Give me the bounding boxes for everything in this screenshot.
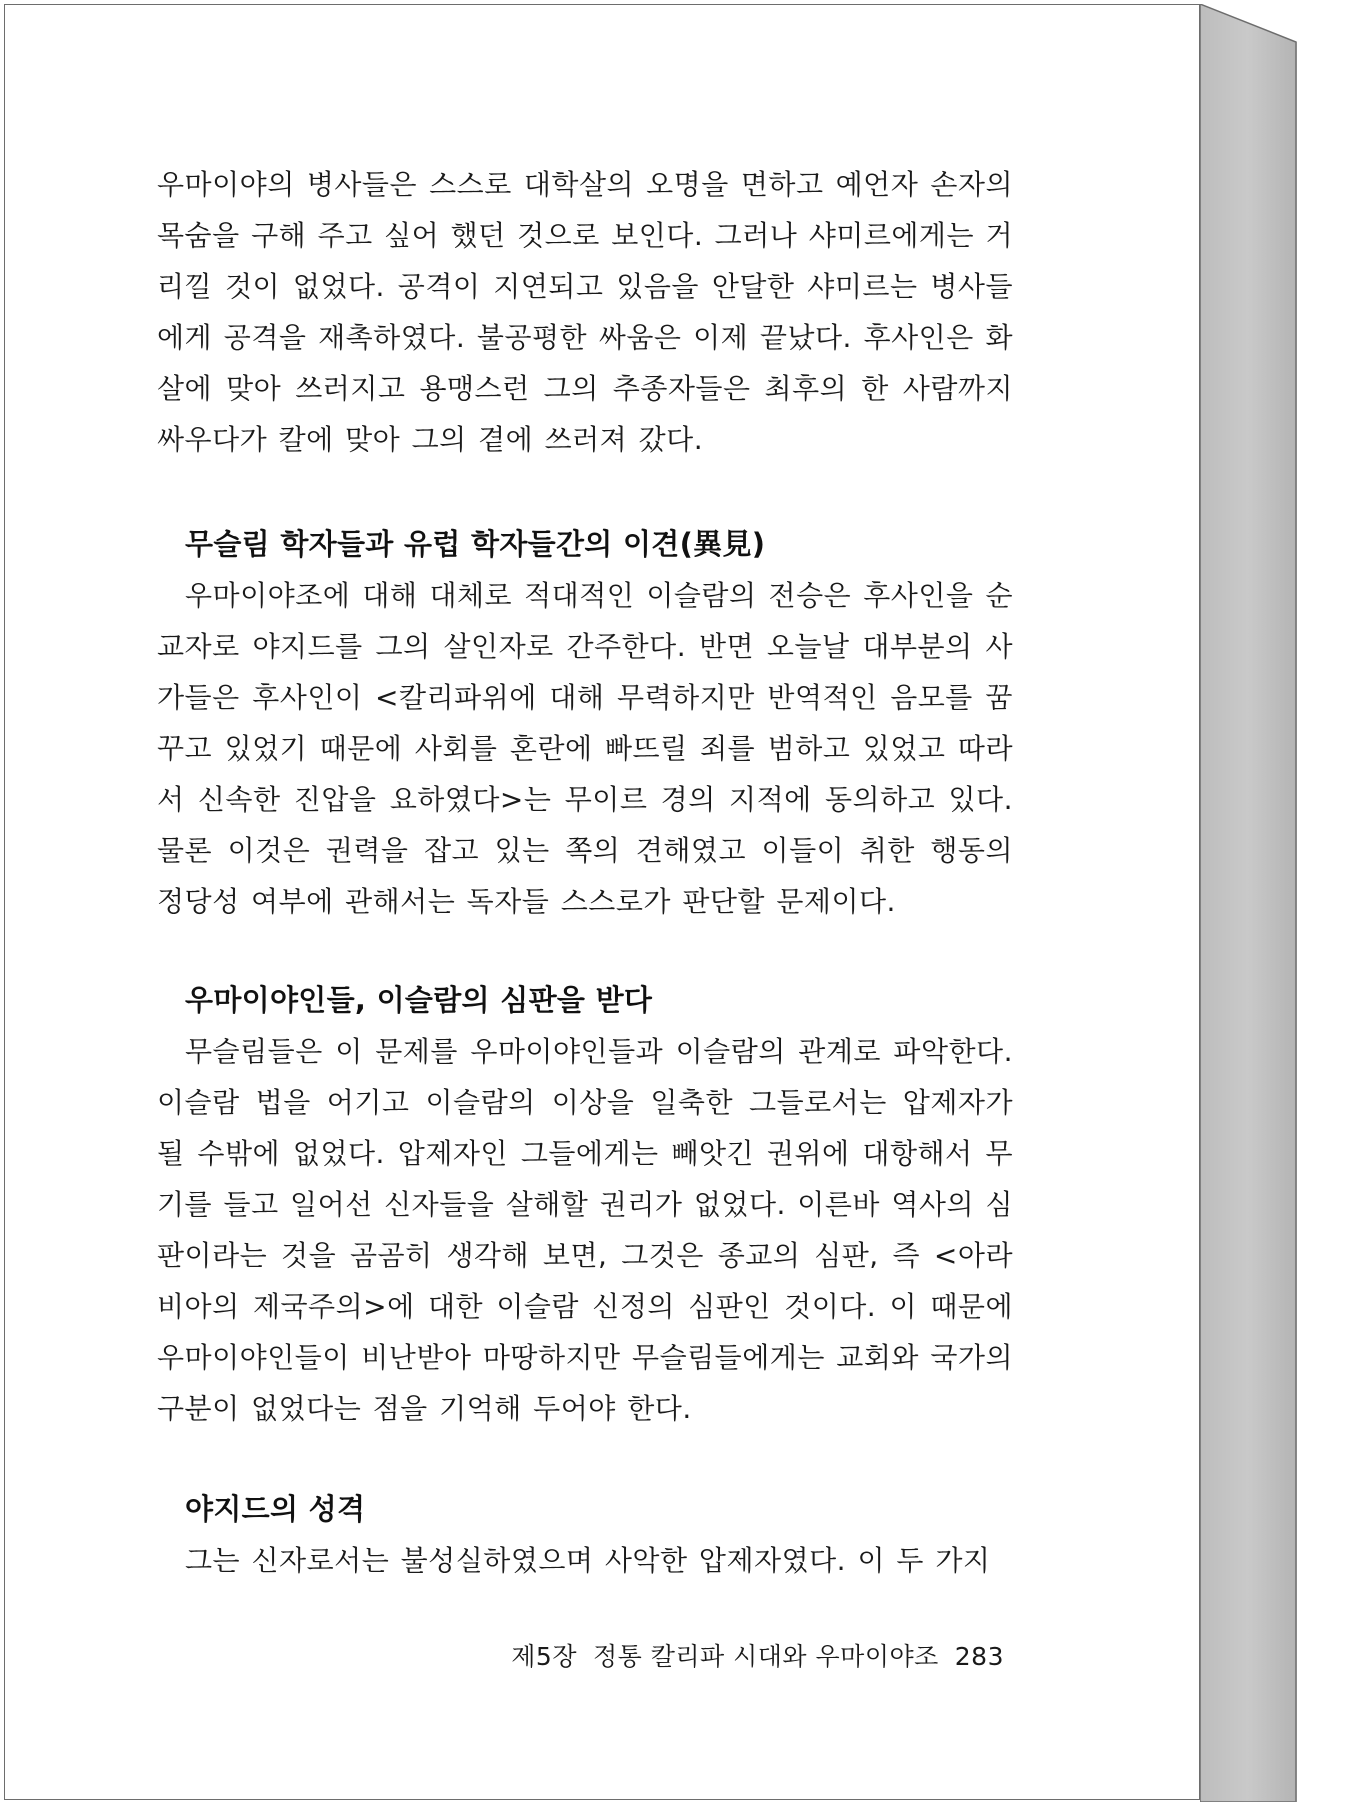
- body-paragraph: 우마이야조에 대해 대체로 적대적인 이슬람의 전승은 후사인을 순교자로 야지드를 그의 살인자로 간주한다. 반면 오늘날 대부분의 사가들은 후사인이 <칼리파위에 대해 무력하지만 반역적인 음모를 꿈 꾸고 있었기 때문에 사회를 혼란에 빠뜨릴 죄를 범하고 있었고 따라서 신속한 진압을 요하였다>는 무이르 경의 지적에 동의하고 있다. 물론 이것은 권력을 잡고 있는 쪽의 견해였고 이들이 취한 행동의 정당성 여부에 관해서는 독자들 스스로가 판단할 문제이다.: [157, 579, 1013, 918]
- running-footer: [511, 1637, 1004, 1673]
- body-paragraph: 무슬림들은 이 문제를 우마이야인들과 이슬람의 관계로 파악한다. 이슬람 법을 어기고 이슬람의 이상을 일축한 그들로서는 압제자가 될 수밖에 없었다. 압제자인 그들에게는 빼앗긴 권위에 대항해서 무기를 들고 일어선 신자들을 살해할 권리가 없었다. 이른바 역사의 심판이라는 것을 곰곰히 생각해 보면, 그것은 종교의 심판, 즉 <아라비아의 제국주의>에 대한 이슬람 신정의 심판인 것이다. 이 때문에 우마이야인들이 비난받아 마땅하지만 무슬림들에게는 교회와 국가의 구분이 없었다는 점을 기억해 두어야 한다.: [157, 1035, 1013, 1425]
- footer-chapter-title: 정통 칼리파 시대와 우마이야조: [592, 1642, 939, 1671]
- body-paragraph: 우마이야의 병사들은 스스로 대학살의 오명을 면하고 예언자 손자의 목숨을 구해 주고 싶어 했던 것으로 보인다. 그러나 샤미르에게는 거리낄 것이 없었다. 공격이 지연되고 있음을 안달한 샤미르는 병사들에게 공격을 재촉하였다. 불공평한 싸움은 이제 끝났다. 후사인은 화살에 맞아 쓰러지고 용맹스런 그의 추종자들은 최후의 한 사람까지 싸우다가 칼에 맞아 그의 곁에 쓰러져 갔다.: [157, 168, 1013, 456]
- book: [4, 4, 1304, 1802]
- page-stack-edge: [1200, 4, 1310, 1802]
- body-paragraph: 그는 신자로서는 불성실하였으며 사악한 압제자였다. 이 두 가지: [185, 1544, 991, 1577]
- book-page: [4, 4, 1200, 1800]
- page-body: [157, 159, 1013, 1586]
- section-heading: 우마이야인들, 이슬람의 심판을 받다: [185, 983, 653, 1017]
- section-heading: 야지드의 성격: [185, 1492, 366, 1526]
- footer-chapter: 제5장: [511, 1642, 577, 1671]
- section-heading: 무슬림 학자들과 유럽 학자들간의 이견(異見): [185, 527, 766, 561]
- page-number: 283: [954, 1642, 1004, 1671]
